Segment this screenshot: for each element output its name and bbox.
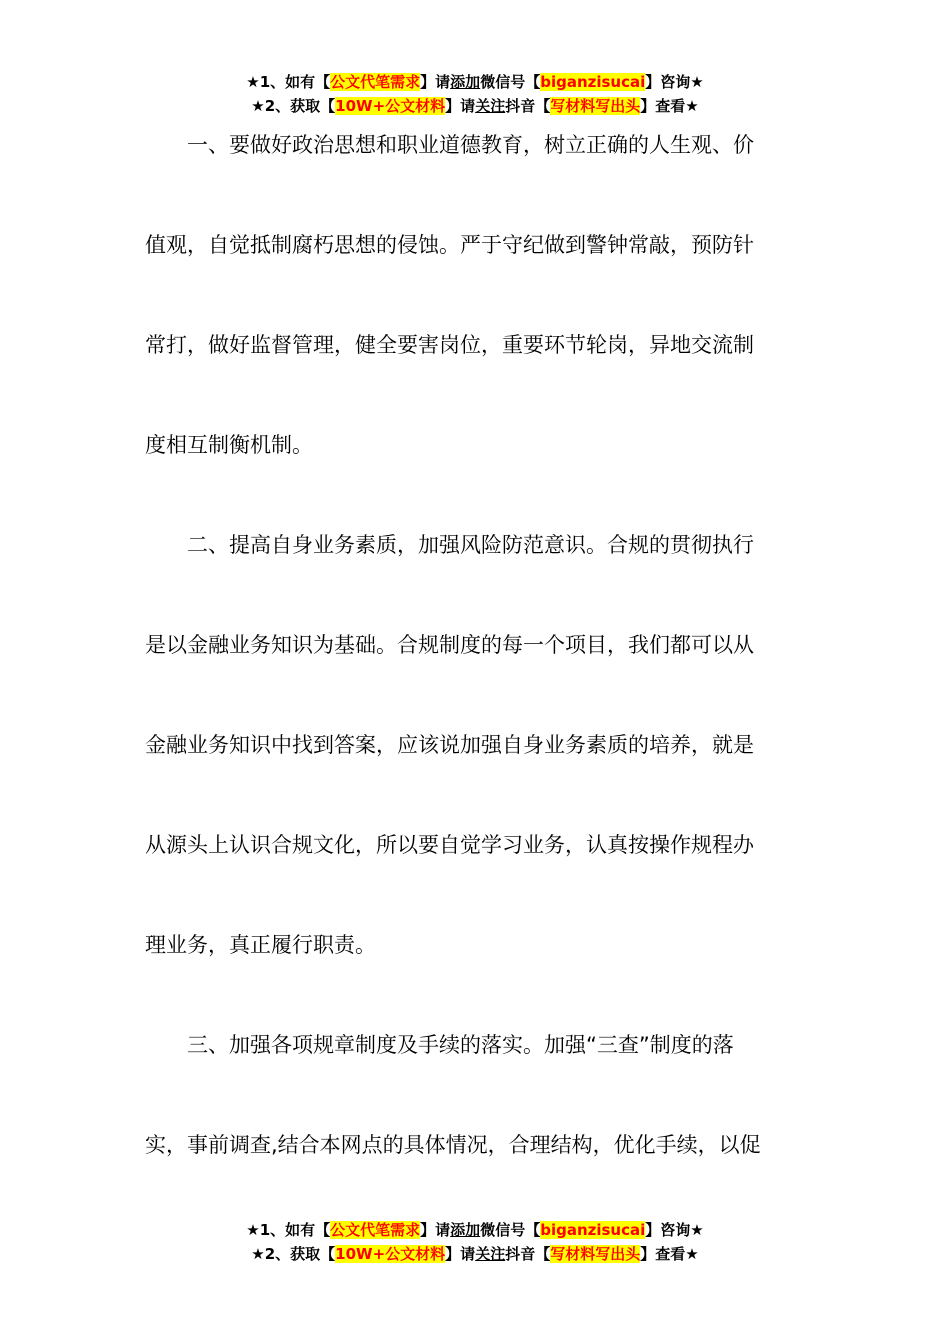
text-line: 常打，做好监督管理，健全要害岗位，重要环节轮岗，异地交流制 <box>145 333 754 357</box>
banner-line-2: ★2、获取【10W+公文材料】请关注抖音【写材料写出头】查看★ <box>251 1245 699 1263</box>
text-line: 是以金融业务知识为基础。合规制度的每一个项目，我们都可以从 <box>145 633 754 657</box>
highlight-wechat-id: biganzisucai <box>540 1221 646 1239</box>
document-body <box>145 133 805 1245</box>
highlight-douyin-account: 写材料写出头 <box>550 1245 641 1263</box>
text-line: 金融业务知识中找到答案，应该说加强自身业务素质的培养，就是 <box>145 733 754 757</box>
star-icon: ★ <box>685 97 699 115</box>
text-line: 值观，自觉抵制腐朽思想的侵蚀。严于守纪做到警钟常敲，预防针 <box>145 233 754 257</box>
star-icon: ★ <box>251 1245 265 1263</box>
highlight-douyin-account: 写材料写出头 <box>550 97 641 115</box>
highlight-wechat-id: biganzisucai <box>540 73 646 91</box>
text-line: 实，事前调查,结合本网点的具体情况，合理结构，优化手续，以促 <box>145 1133 761 1157</box>
highlight-writing-service: 公文代笔需求 <box>330 73 421 91</box>
star-icon: ★ <box>690 1221 704 1239</box>
header-banner <box>0 70 950 118</box>
text-line: 三、加强各项规章制度及手续的落实。加强“三查”制度的落 <box>145 1033 734 1057</box>
underlined-add: 添加 <box>450 1221 481 1239</box>
text-line: 二、提高自身业务素质，加强风险防范意识。合规的贯彻执行 <box>145 533 754 557</box>
text-line: 从源头上认识合规文化，所以要自觉学习业务，认真按操作规程办 <box>145 833 754 857</box>
footer-banner <box>0 1218 950 1266</box>
banner-line-2: ★2、获取【10W+公文材料】请关注抖音【写材料写出头】查看★ <box>251 97 699 115</box>
highlight-materials: 10W+公文材料 <box>335 97 446 115</box>
banner-line-1: ★1、如有【公文代笔需求】请添加微信号【biganzisucai】咨询★ <box>246 73 704 91</box>
underlined-add: 添加 <box>450 73 481 91</box>
banner-line-1: ★1、如有【公文代笔需求】请添加微信号【biganzisucai】咨询★ <box>246 1221 704 1239</box>
text-line: 度相互制衡机制。 <box>145 433 313 457</box>
text-line: 理业务，真正履行职责。 <box>145 933 376 957</box>
text-line: 一、要做好政治思想和职业道德教育，树立正确的人生观、价 <box>145 133 754 157</box>
star-icon: ★ <box>690 73 704 91</box>
star-icon: ★ <box>246 1221 260 1239</box>
star-icon: ★ <box>685 1245 699 1263</box>
underlined-follow: 关注 <box>475 1245 506 1263</box>
star-icon: ★ <box>246 73 260 91</box>
highlight-materials: 10W+公文材料 <box>335 1245 446 1263</box>
highlight-writing-service: 公文代笔需求 <box>330 1221 421 1239</box>
star-icon: ★ <box>251 97 265 115</box>
underlined-follow: 关注 <box>475 97 506 115</box>
